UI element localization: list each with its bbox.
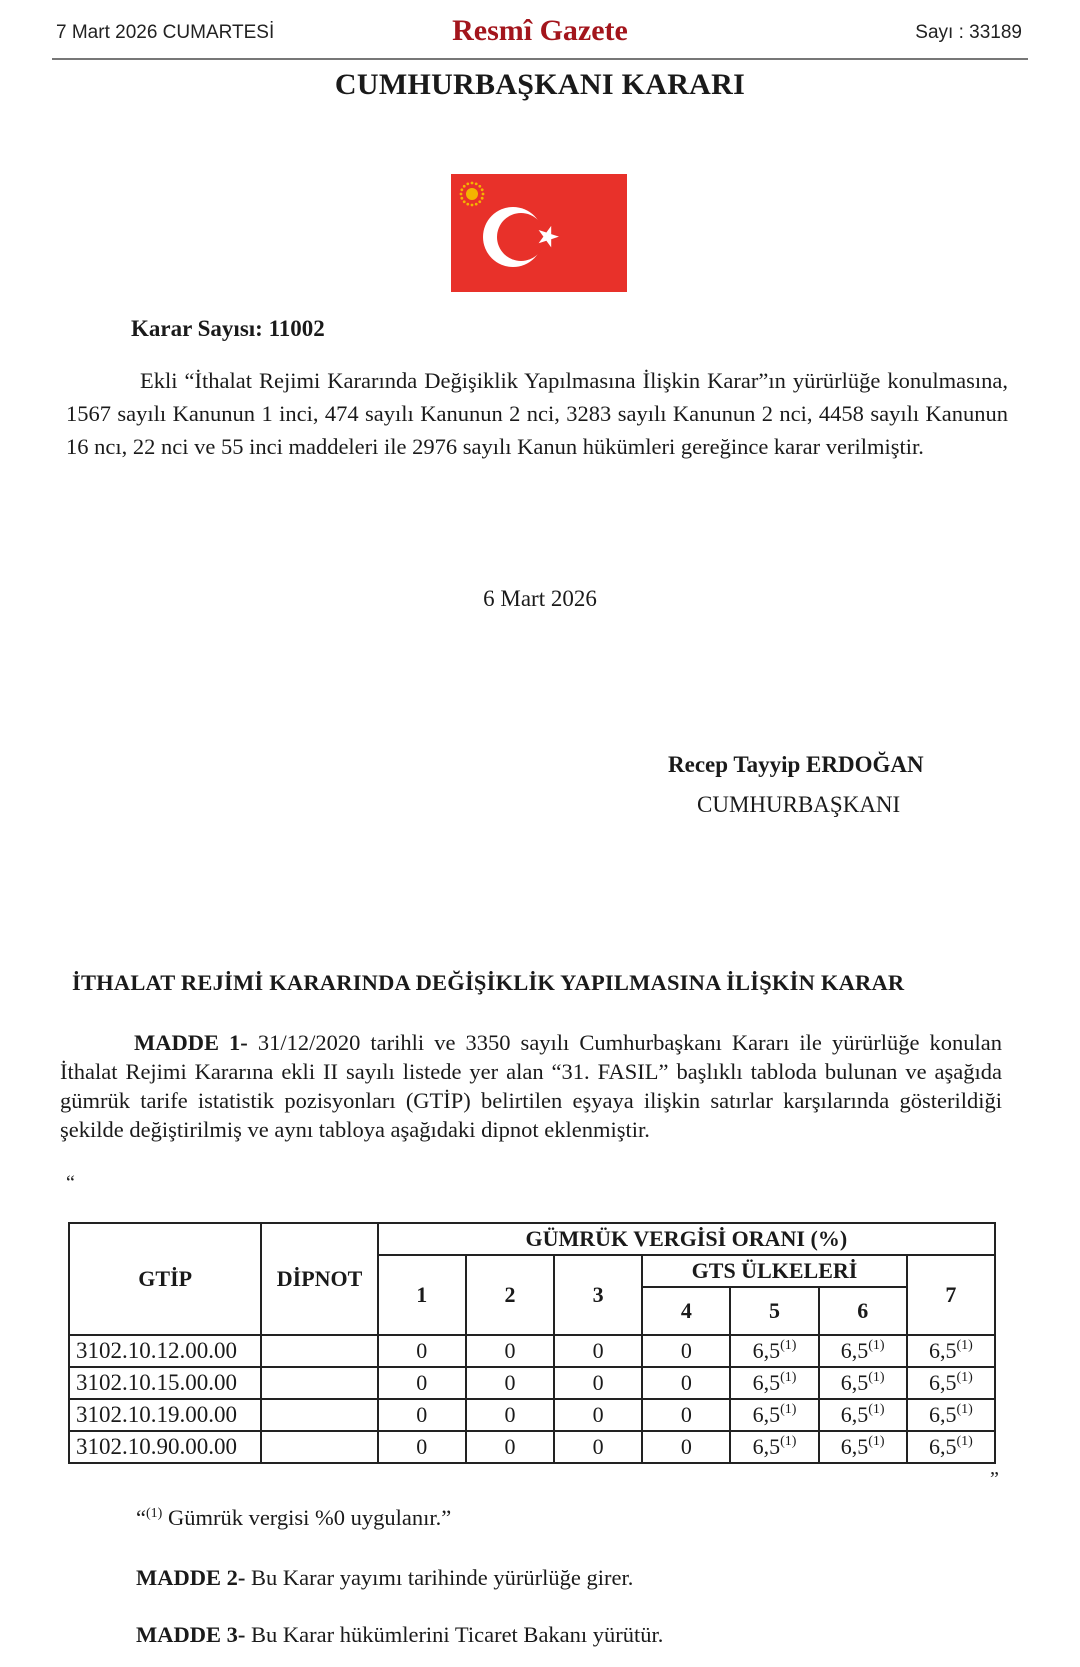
rate-value: 0 — [504, 1370, 516, 1395]
rate-cell-col-3 — [554, 1335, 642, 1367]
article-2-label: MADDE 2- — [136, 1565, 246, 1590]
gazette-header — [52, 14, 1028, 54]
rate-value: 6,5 — [840, 1370, 869, 1395]
footnote-marker: (1) — [868, 1338, 885, 1353]
gtip-code-cell: 3102.10.90.00.00 — [69, 1431, 261, 1463]
article-3-label: MADDE 3- — [136, 1622, 246, 1647]
rate-value: 6,5 — [840, 1434, 869, 1459]
article-2-text: Bu Karar yayımı tarihinde yürürlüğe girer. — [245, 1565, 634, 1590]
rate-value: 0 — [416, 1338, 428, 1363]
signature-date: 6 Mart 2026 — [483, 586, 597, 611]
article-3-text: Bu Karar hükümlerini Ticaret Bakanı yürütür. — [245, 1622, 664, 1647]
footnote-marker: (1) — [868, 1370, 885, 1385]
footnote-marker: (1) — [956, 1370, 973, 1385]
gtip-code-cell: 3102.10.19.00.00 — [69, 1399, 261, 1431]
rate-value: 0 — [592, 1434, 604, 1459]
rate-cell-col-4 — [642, 1431, 730, 1463]
table-row — [69, 1399, 995, 1431]
rate-cell-col-3 — [554, 1367, 642, 1399]
rate-cell-col-3 — [554, 1431, 642, 1463]
emblem-star — [466, 182, 469, 185]
emblem-star — [481, 197, 484, 200]
tariff-table — [68, 1222, 996, 1464]
rate-value: 0 — [680, 1370, 692, 1395]
rate-cell-col-1 — [378, 1335, 466, 1367]
header-col-5: 5 — [730, 1287, 818, 1335]
rate-cell-col-6 — [819, 1399, 907, 1431]
rate-cell-col-7 — [907, 1399, 995, 1431]
rate-value: 0 — [416, 1370, 428, 1395]
rate-value: 6,5 — [928, 1434, 957, 1459]
table-row — [69, 1335, 995, 1367]
gazette-title: Resmî Gazete — [452, 14, 628, 47]
rate-cell-col-1 — [378, 1431, 466, 1463]
emblem-star — [463, 200, 466, 203]
rate-cell-col-6 — [819, 1335, 907, 1367]
rate-value: 0 — [416, 1402, 428, 1427]
footnote-marker: (1) — [780, 1402, 797, 1417]
closing-quote: ” — [990, 1468, 999, 1490]
rate-value: 0 — [416, 1434, 428, 1459]
header-gts-group: GTS ÜLKELERİ — [642, 1255, 907, 1287]
rate-cell-col-4 — [642, 1335, 730, 1367]
header-col-1: 1 — [378, 1255, 466, 1335]
rate-value: 0 — [504, 1434, 516, 1459]
header-col-7: 7 — [907, 1255, 995, 1335]
rate-value: 0 — [680, 1434, 692, 1459]
annex-title: İTHALAT REJİMİ KARARINDA DEĞİŞİKLİK YAPILMASINA İLİŞKİN KARAR — [72, 970, 905, 995]
dipnot-cell — [261, 1399, 377, 1431]
footnote-marker: (1) — [956, 1402, 973, 1417]
rate-value: 6,5 — [928, 1370, 957, 1395]
emblem-star — [460, 193, 463, 196]
rate-value: 6,5 — [752, 1338, 781, 1363]
rate-value: 6,5 — [752, 1370, 781, 1395]
header-col-3: 3 — [554, 1255, 642, 1335]
rate-cell-col-4 — [642, 1399, 730, 1431]
header-col-2: 2 — [466, 1255, 554, 1335]
footnote-marker: (1) — [868, 1402, 885, 1417]
article-1-label: MADDE 1- — [134, 1030, 248, 1055]
emblem-star — [475, 182, 478, 185]
rate-value: 6,5 — [840, 1338, 869, 1363]
rate-cell-col-2 — [466, 1431, 554, 1463]
rate-value: 0 — [592, 1338, 604, 1363]
rate-cell-col-7 — [907, 1335, 995, 1367]
table-row — [69, 1367, 995, 1399]
header-dipnot: DİPNOT — [261, 1223, 377, 1335]
footnote-marker: (1) — [956, 1434, 973, 1449]
issue-number: Sayı : 33189 — [915, 22, 1022, 43]
rate-value: 6,5 — [840, 1402, 869, 1427]
footnote-text: Gümrük vergisi %0 uygulanır.” — [162, 1505, 452, 1530]
rate-value: 0 — [504, 1338, 516, 1363]
footnote-open-quote: “ — [136, 1505, 146, 1530]
rate-value: 0 — [680, 1338, 692, 1363]
rate-value: 6,5 — [752, 1434, 781, 1459]
rate-cell-col-1 — [378, 1367, 466, 1399]
rate-cell-col-7 — [907, 1431, 995, 1463]
publication-date: 7 Mart 2026 CUMARTESİ — [56, 22, 275, 43]
gtip-code-cell: 3102.10.15.00.00 — [69, 1367, 261, 1399]
document-type-title: CUMHURBAŞKANI KARARI — [334, 68, 746, 101]
rate-cell-col-5 — [730, 1367, 818, 1399]
rate-value: 6,5 — [752, 1402, 781, 1427]
gtip-code-cell: 3102.10.12.00.00 — [69, 1335, 261, 1367]
article-1 — [60, 1028, 1002, 1144]
rate-cell-col-5 — [730, 1431, 818, 1463]
header-col-6: 6 — [819, 1287, 907, 1335]
rate-value: 0 — [592, 1402, 604, 1427]
header-col-4: 4 — [642, 1287, 730, 1335]
dipnot-cell — [261, 1367, 377, 1399]
footnote-marker: (1) — [780, 1338, 797, 1353]
emblem-star — [463, 185, 466, 188]
rate-value: 6,5 — [928, 1402, 957, 1427]
header-rate-group: GÜMRÜK VERGİSİ ORANI (%) — [378, 1223, 995, 1255]
rate-cell-col-2 — [466, 1335, 554, 1367]
footnote-marker: (1) — [956, 1338, 973, 1353]
signer-title: CUMHURBAŞKANI — [697, 792, 901, 817]
table-footnote — [136, 1505, 451, 1531]
rate-cell-col-6 — [819, 1431, 907, 1463]
emblem-star — [471, 182, 474, 185]
preamble-paragraph: Ekli “İthalat Rejimi Kararında Değişiklik Yapılmasına İlişkin Karar”ın yürürlüğe konulmasına, 1567 sayılı Kanunun 1 inci, 474 sayılı Kanunun 2 nci, 3283 sayılı Kanunun 2 nci, 4458 sayılı Kanunun 16 ncı, 22 nci ve 55 inci maddeleri ile 2976 sayılı Kanun hükümleri gereğince karar verilmiştir. — [66, 368, 1008, 459]
emblem-star — [475, 203, 478, 206]
header-gtip: GTİP — [69, 1223, 261, 1335]
rate-value: 0 — [680, 1402, 692, 1427]
footnote-marker: (1) — [868, 1434, 885, 1449]
crescent-inner — [497, 213, 545, 261]
rate-cell-col-2 — [466, 1399, 554, 1431]
decision-number: Karar Sayısı: 11002 — [131, 316, 325, 341]
emblem-star — [466, 203, 469, 206]
table-row — [69, 1431, 995, 1463]
footnote-marker: (1) — [780, 1370, 797, 1385]
rate-cell-col-6 — [819, 1367, 907, 1399]
article-2 — [136, 1565, 633, 1591]
rate-cell-col-1 — [378, 1399, 466, 1431]
rate-cell-col-5 — [730, 1399, 818, 1431]
rate-cell-col-3 — [554, 1399, 642, 1431]
emblem-star — [478, 185, 481, 188]
emblem-star — [460, 197, 463, 200]
footnote-marker: (1) — [146, 1506, 163, 1521]
article-3 — [136, 1622, 663, 1648]
article-1-text: 31/12/2020 tarihli ve 3350 sayılı Cumhurbaşkanı Kararı ile yürürlüğe konulan İthalat Rejimi Kararına ekli II sayılı listede yer alan “31. FASIL” başlıklı tabloda bulunan ve aşağıda gümrük tarife istatistik pozisyonları (GTİP) belirtilen eşyaya ilişkin satırlar karşılarında gösterildiği şekilde değiştirilmiş ve aynı tabloya aşağıdaki dipnot eklenmiştir. — [60, 1030, 1002, 1142]
rate-cell-col-5 — [730, 1335, 818, 1367]
rate-value: 0 — [504, 1402, 516, 1427]
footnote-marker: (1) — [780, 1434, 797, 1449]
rate-cell-col-4 — [642, 1367, 730, 1399]
dipnot-cell — [261, 1431, 377, 1463]
emblem-star — [478, 200, 481, 203]
emblem-star — [471, 204, 474, 207]
rate-value: 6,5 — [928, 1338, 957, 1363]
emblem-star — [481, 188, 484, 191]
opening-quote: “ — [66, 1172, 75, 1194]
rate-cell-col-7 — [907, 1367, 995, 1399]
emblem-star — [460, 188, 463, 191]
header-divider — [52, 58, 1028, 60]
signer-name: Recep Tayyip ERDOĞAN — [668, 752, 924, 777]
dipnot-cell — [261, 1335, 377, 1367]
rate-cell-col-2 — [466, 1367, 554, 1399]
rate-value: 0 — [592, 1370, 604, 1395]
emblem-star — [482, 193, 485, 196]
presidential-flag-icon — [451, 174, 627, 292]
